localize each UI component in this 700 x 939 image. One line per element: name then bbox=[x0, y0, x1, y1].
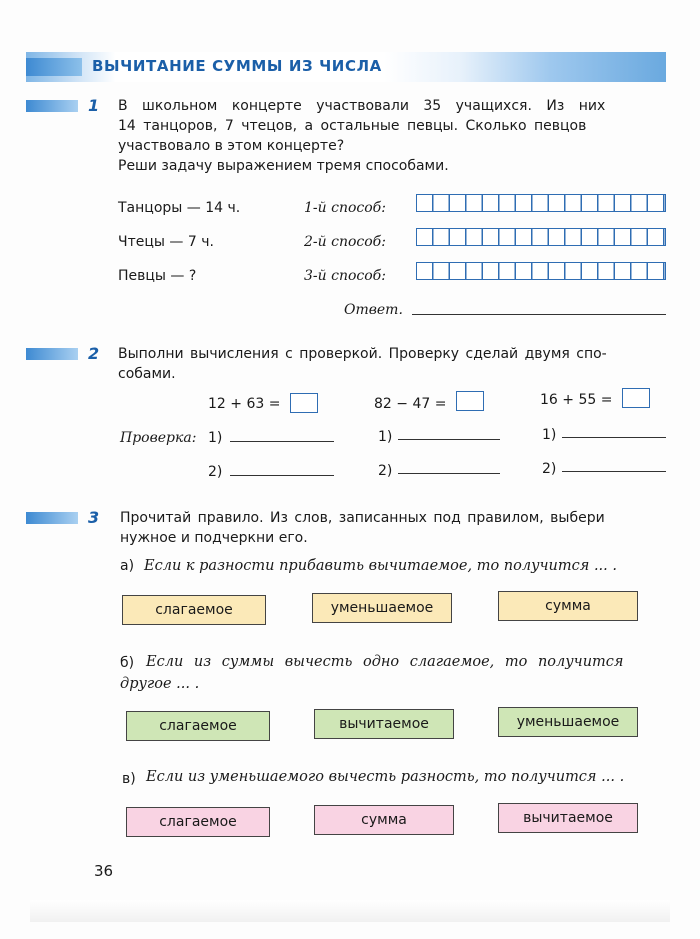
page-number: 36 bbox=[94, 862, 114, 880]
check-2-row2-line[interactable] bbox=[398, 473, 500, 474]
task1-marker bbox=[26, 100, 78, 112]
task1-text-line2: 14 танцоров, 7 чтецов, а остальные певцы. Сколько певцов bbox=[118, 118, 587, 134]
expression-2-answer-box[interactable] bbox=[456, 391, 484, 411]
word-a-2[interactable]: уменьшаемое bbox=[312, 593, 452, 623]
expression-3: 16 + 55 = bbox=[540, 392, 613, 408]
task2-number: 2 bbox=[88, 344, 100, 363]
task3-text-line2: нужное и подчеркни его. bbox=[120, 530, 308, 546]
word-b-2[interactable]: вычитаемое bbox=[314, 709, 454, 739]
footer-shade bbox=[30, 900, 670, 922]
check-3-row2-label: 2) bbox=[542, 461, 557, 477]
check-1-row2-line[interactable] bbox=[230, 475, 334, 476]
task1-text-line1: В школьном концерте участвовали 35 учащихся. Из них bbox=[118, 98, 606, 114]
data-readers: Чтецы — 7 ч. bbox=[118, 234, 214, 250]
word-c-1[interactable]: слагаемое bbox=[126, 807, 270, 837]
answer-label: Ответ. bbox=[344, 302, 403, 318]
expression-3-answer-box[interactable] bbox=[622, 388, 650, 408]
task1-text-line4: Реши задачу выражением тремя способами. bbox=[118, 158, 449, 174]
word-b-3[interactable]: уменьшаемое bbox=[498, 707, 638, 737]
rule-b-text-line1: Если из суммы вычесть одно слагаемое, то получится bbox=[146, 654, 624, 670]
word-c-2[interactable]: сумма bbox=[314, 805, 454, 835]
method2-answer-cells[interactable] bbox=[416, 228, 666, 246]
expression-1: 12 + 63 = bbox=[208, 396, 281, 412]
task3-marker bbox=[26, 512, 78, 524]
task3-text-line1: Прочитай правило. Из слов, записанных под правилом, выбери bbox=[120, 510, 605, 526]
rule-a-text: Если к разности прибавить вычитаемое, то получится ... . bbox=[144, 558, 617, 574]
check-2-row1-label: 1) bbox=[378, 429, 393, 445]
data-dancers: Танцоры — 14 ч. bbox=[118, 200, 241, 216]
word-a-1[interactable]: слагаемое bbox=[122, 595, 266, 625]
check-3-row1-label: 1) bbox=[542, 427, 557, 443]
check-label: Проверка: bbox=[120, 430, 197, 446]
expression-2: 82 − 47 = bbox=[374, 396, 447, 412]
task1-number: 1 bbox=[88, 96, 100, 115]
method3-label: 3-й способ: bbox=[304, 268, 386, 284]
rule-a-prefix: а) bbox=[120, 558, 135, 574]
task1-text-line3: участвовало в этом концерте? bbox=[118, 138, 345, 154]
answer-line[interactable] bbox=[412, 314, 666, 315]
task2-text-line1: Выполни вычисления с проверкой. Проверку сделай двумя спо- bbox=[118, 346, 607, 362]
method1-answer-cells[interactable] bbox=[416, 194, 666, 212]
word-b-1[interactable]: слагаемое bbox=[126, 711, 270, 741]
check-2-row1-line[interactable] bbox=[398, 439, 500, 440]
task2-text-line2: собами. bbox=[118, 366, 176, 382]
rule-c-prefix: в) bbox=[122, 771, 136, 787]
title-band-stub bbox=[26, 58, 82, 76]
rule-b-prefix: б) bbox=[120, 655, 135, 671]
check-2-row2-label: 2) bbox=[378, 463, 393, 479]
task3-number: 3 bbox=[88, 508, 100, 527]
check-3-row1-line[interactable] bbox=[562, 437, 666, 438]
word-c-3[interactable]: вычитаемое bbox=[498, 803, 638, 833]
task2-marker bbox=[26, 348, 78, 360]
rule-c-text: Если из уменьшаемого вычесть разность, то получится ... . bbox=[146, 769, 625, 785]
word-a-3[interactable]: сумма bbox=[498, 591, 638, 621]
method1-label: 1-й способ: bbox=[304, 200, 386, 216]
method3-answer-cells[interactable] bbox=[416, 262, 666, 280]
data-singers: Певцы — ? bbox=[118, 268, 197, 284]
rule-b-text-line2: другое ... . bbox=[120, 676, 200, 692]
expression-1-answer-box[interactable] bbox=[290, 393, 318, 413]
check-1-row1-line[interactable] bbox=[230, 441, 334, 442]
page-title: ВЫЧИТАНИЕ СУММЫ ИЗ ЧИСЛА bbox=[92, 57, 382, 75]
check-3-row2-line[interactable] bbox=[562, 471, 666, 472]
check-1-row2-label: 2) bbox=[208, 464, 223, 480]
method2-label: 2-й способ: bbox=[304, 234, 386, 250]
check-1-row1-label: 1) bbox=[208, 430, 223, 446]
